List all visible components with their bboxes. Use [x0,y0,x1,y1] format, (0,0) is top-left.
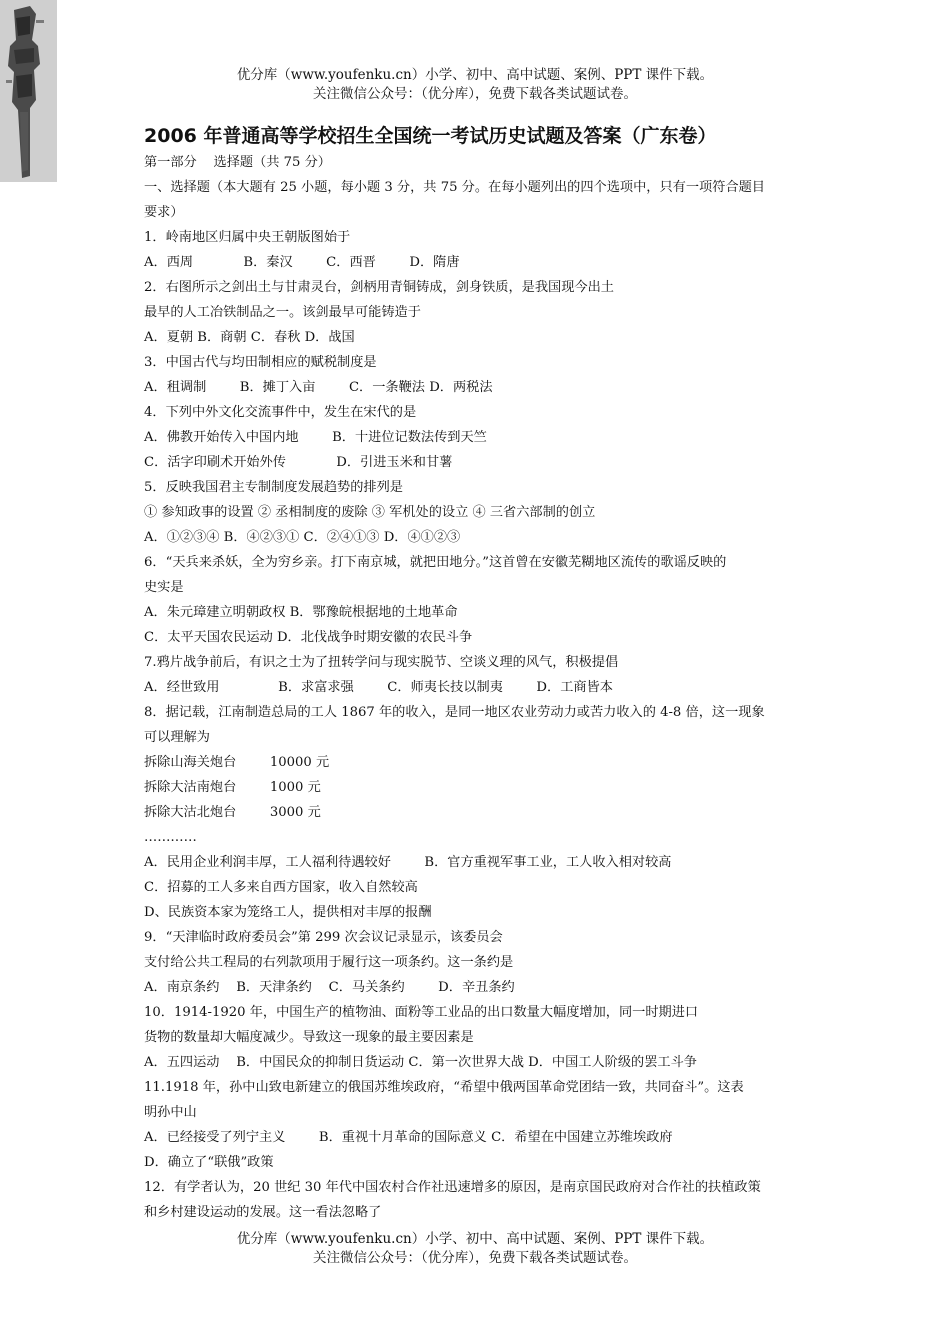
text-line: 一、选择题（本大题有 25 小题，每小题 3 分，共 75 分。在每小题列出的四个选项中，只有一项符合题目 [144,180,765,195]
text-line: A．五四运动 B．中国民众的抑制日货运动 C．第一次世界大战 D．中国工人阶级的罢工斗争 [144,1055,697,1070]
text-line: 支付给公共工程局的右列款项用于履行这一项条约。这一条约是 [144,955,514,970]
text-line: 可以理解为 [144,730,210,745]
text-line: 拆除大沽北炮台 3000 元 [144,805,321,820]
text-line: A．租调制 B．摊丁入亩 C．一条鞭法 D．两税法 [144,380,493,395]
footer-line-1: 优分库（www.youfenku.cn）小学、初中、高中试题、案例、PPT 课件下载。 [236,1231,714,1247]
text-line: 5．反映我国君主专制制度发展趋势的排列是 [144,480,403,495]
text-line: 第一部分 选择题（共 75 分） [144,155,331,170]
text-line: A．南京条约 B．天津条约 C．马关条约 D．辛丑条约 [144,980,515,995]
text-line: 6．“天兵来杀妖，全为穷乡亲。打下南京城，就把田地分。”这首曾在安徽芜糊地区流传的歌谣反映的 [144,555,727,570]
text-line: D．确立了“联俄”政策 [144,1155,274,1170]
text-line: A．经世致用 B．求富求强 C．师夷长技以制夷 D．工商皆本 [144,680,613,695]
text-line: 12．有学者认为，20 世纪 30 年代中国农村合作社迅速增多的原因，是南京国民政府对合作社的扶植政策 [144,1180,761,1195]
text-line: A．已经接受了列宁主义 B．重视十月革命的国际意义 C．希望在中国建立苏维埃政府 [144,1130,673,1145]
text-line: 2．右图所示之剑出土与甘肃灵台，剑柄用青铜铸成，剑身铁质，是我国现今出土 [144,280,614,295]
text-line: 9．“天津临时政府委员会”第 299 次会议记录显示，该委员会 [144,930,503,945]
text-line: 货物的数量却大幅度减少。导致这一现象的最主要因素是 [144,1030,474,1045]
text-line: 明孙中山 [144,1105,197,1120]
text-line: A．夏朝 B．商朝 C．春秋 D．战国 [144,330,355,345]
text-line: 要求） [144,205,184,220]
exam-body [144,150,812,1225]
text-line: C．招募的工人多来自西方国家，收入自然较高 [144,880,418,895]
text-line: 11.1918 年，孙中山致电新建立的俄国苏维埃政府，“希望中俄两国革命党团结一致，共同奋斗”。这表 [144,1080,744,1095]
text-line: A．西周 B．秦汉 C．西晋 D．隋唐 [144,255,460,270]
text-line: 10．1914-1920 年，中国生产的植物油、面粉等工业品的出口数量大幅度增加，同一时期进口 [144,1005,699,1020]
text-line: 4．下列中外文化交流事件中，发生在宋代的是 [144,405,417,420]
text-line: ………… [144,830,197,845]
bronze-iron-sword-image [0,0,57,182]
document-title: 2006 年普通高等学校招生全国统一考试历史试题及答案（广东卷） [144,125,717,147]
text-line: A．佛教开始传入中国内地 B．十进位记数法传到天竺 [144,430,487,445]
text-line: 和乡村建设运动的发展。这一看法忽略了 [144,1205,382,1220]
text-line: C．太平天国农民运动 D．北伐战争时期安徽的农民斗争 [144,630,473,645]
text-line: 8．据记载，江南制造总局的工人 1867 年的收入，是同一地区农业劳动力或苦力收入的 4-8 倍，这一现象 [144,705,765,720]
page-footer [140,1230,810,1268]
text-line: 拆除山海关炮台 10000 元 [144,755,330,770]
footer-line-2: 关注微信公众号：（优分库），免费下载各类试题试卷。 [313,1250,637,1266]
text-line: D、民族资本家为笼络工人，提供相对丰厚的报酬 [144,905,432,920]
header-line-2: 关注微信公众号：（优分库），免费下载各类试题试卷。 [313,86,637,102]
text-line: ① 参知政事的设置 ② 丞相制度的废除 ③ 军机处的设立 ④ 三省六部制的创立 [144,505,596,520]
text-line: 最早的人工冶铁制品之一。该剑最早可能铸造于 [144,305,421,320]
text-line: A．①②③④ B．④②③① C．②④①③ D．④①②③ [144,530,461,545]
text-line: 7.鸦片战争前后，有识之士为了扭转学问与现实脱节、空谈义理的风气，积极提倡 [144,655,619,670]
page-header [140,66,810,104]
text-line: A．朱元璋建立明朝政权 B．鄂豫皖根据地的土地革命 [144,605,458,620]
text-line: 史实是 [144,580,184,595]
text-line: 3．中国古代与均田制相应的赋税制度是 [144,355,377,370]
text-line: 1．岭南地区归属中央王朝版图始于 [144,230,351,245]
text-line: 拆除大沽南炮台 1000 元 [144,780,321,795]
header-line-1: 优分库（www.youfenku.cn）小学、初中、高中试题、案例、PPT 课件下载。 [236,67,714,83]
text-line: A．民用企业利润丰厚，工人福利待遇较好 B．官方重视军事工业，工人收入相对较高 [144,855,672,870]
text-line: C．活字印刷术开始外传 D．引进玉米和甘薯 [144,455,453,470]
